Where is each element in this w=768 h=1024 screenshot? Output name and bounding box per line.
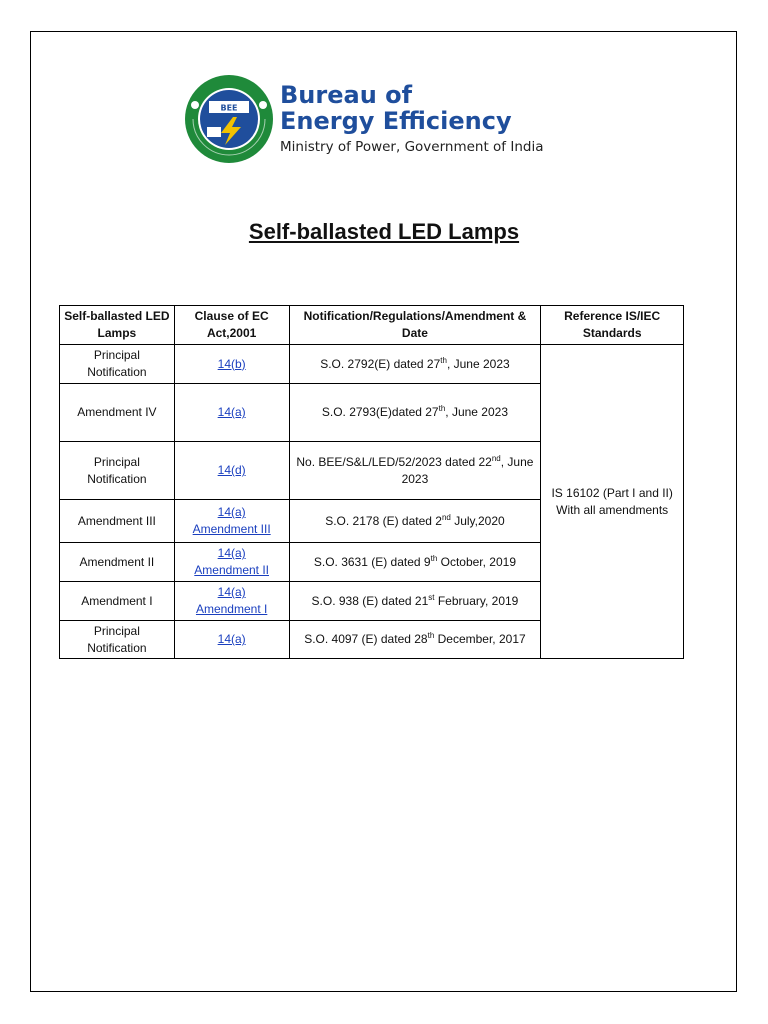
clause-cell bbox=[174, 442, 289, 500]
clause-link[interactable]: 14(a) bbox=[217, 632, 246, 646]
lamp-type-cell: Principal Notification bbox=[60, 621, 175, 659]
org-name bbox=[280, 82, 512, 134]
clause-link[interactable]: 14(a) bbox=[217, 546, 246, 560]
header-reference: Reference IS/IEC Standards bbox=[541, 306, 684, 345]
notification-cell: S.O. 2792(E) dated 27th, June 2023 bbox=[289, 345, 541, 384]
lamp-type-cell: Amendment III bbox=[60, 500, 175, 543]
clause-cell bbox=[174, 582, 289, 621]
reference-cell: IS 16102 (Part I and II) With all amendments bbox=[541, 345, 684, 659]
notification-cell: S.O. 3631 (E) dated 9th October, 2019 bbox=[289, 543, 541, 582]
amendment-link[interactable]: Amendment I bbox=[195, 602, 268, 616]
clause-cell bbox=[174, 621, 289, 659]
notification-cell: S.O. 2178 (E) dated 2nd July,2020 bbox=[289, 500, 541, 543]
clause-link[interactable]: 14(a) bbox=[217, 505, 246, 519]
notification-cell: S.O. 2793(E)dated 27th, June 2023 bbox=[289, 384, 541, 442]
clause-link[interactable]: 14(b) bbox=[217, 356, 246, 371]
table-header-row bbox=[60, 306, 684, 345]
header-lamp-type: Self-ballasted LED Lamps bbox=[60, 306, 175, 345]
bee-logo-emblem bbox=[183, 73, 275, 165]
clause-cell bbox=[174, 543, 289, 582]
led-lamps-table bbox=[59, 305, 684, 659]
clause-link[interactable]: 14(a) bbox=[217, 585, 246, 599]
clause-link[interactable]: 14(d) bbox=[217, 463, 246, 477]
lamp-type-cell: Principal Notification bbox=[60, 345, 175, 384]
notification-cell: S.O. 4097 (E) dated 28th December, 2017 bbox=[289, 621, 541, 659]
clause-link[interactable]: 14(a) bbox=[217, 405, 246, 419]
amendment-link[interactable]: Amendment II bbox=[194, 563, 269, 577]
document-title: Self-ballasted LED Lamps bbox=[248, 219, 520, 244]
amendment-link[interactable]: Amendment III bbox=[192, 522, 271, 536]
clause-cell bbox=[174, 345, 289, 384]
notification-cell: No. BEE/S&L/LED/52/2023 dated 22nd, June 2023 bbox=[289, 442, 541, 500]
header-clause: Clause of EC Act,2001 bbox=[174, 306, 289, 345]
logo-center-text: BEE bbox=[220, 103, 238, 113]
table-row bbox=[60, 345, 684, 384]
ministry-subtitle: Ministry of Power, Government of India bbox=[280, 139, 544, 155]
lamp-type-cell: Principal Notification bbox=[60, 442, 175, 500]
notification-cell: S.O. 938 (E) dated 21st February, 2019 bbox=[289, 582, 541, 621]
org-name-line1: Bureau of bbox=[280, 81, 413, 109]
header-notification: Notification/Regulations/Amendment & Date bbox=[289, 306, 541, 345]
lamp-type-cell: Amendment I bbox=[60, 582, 175, 621]
clause-cell bbox=[174, 384, 289, 442]
lamp-type-cell: Amendment IV bbox=[60, 384, 175, 442]
lamp-type-cell: Amendment II bbox=[60, 543, 175, 582]
clause-cell bbox=[174, 500, 289, 543]
org-name-line2: Energy Efficiency bbox=[280, 107, 512, 135]
